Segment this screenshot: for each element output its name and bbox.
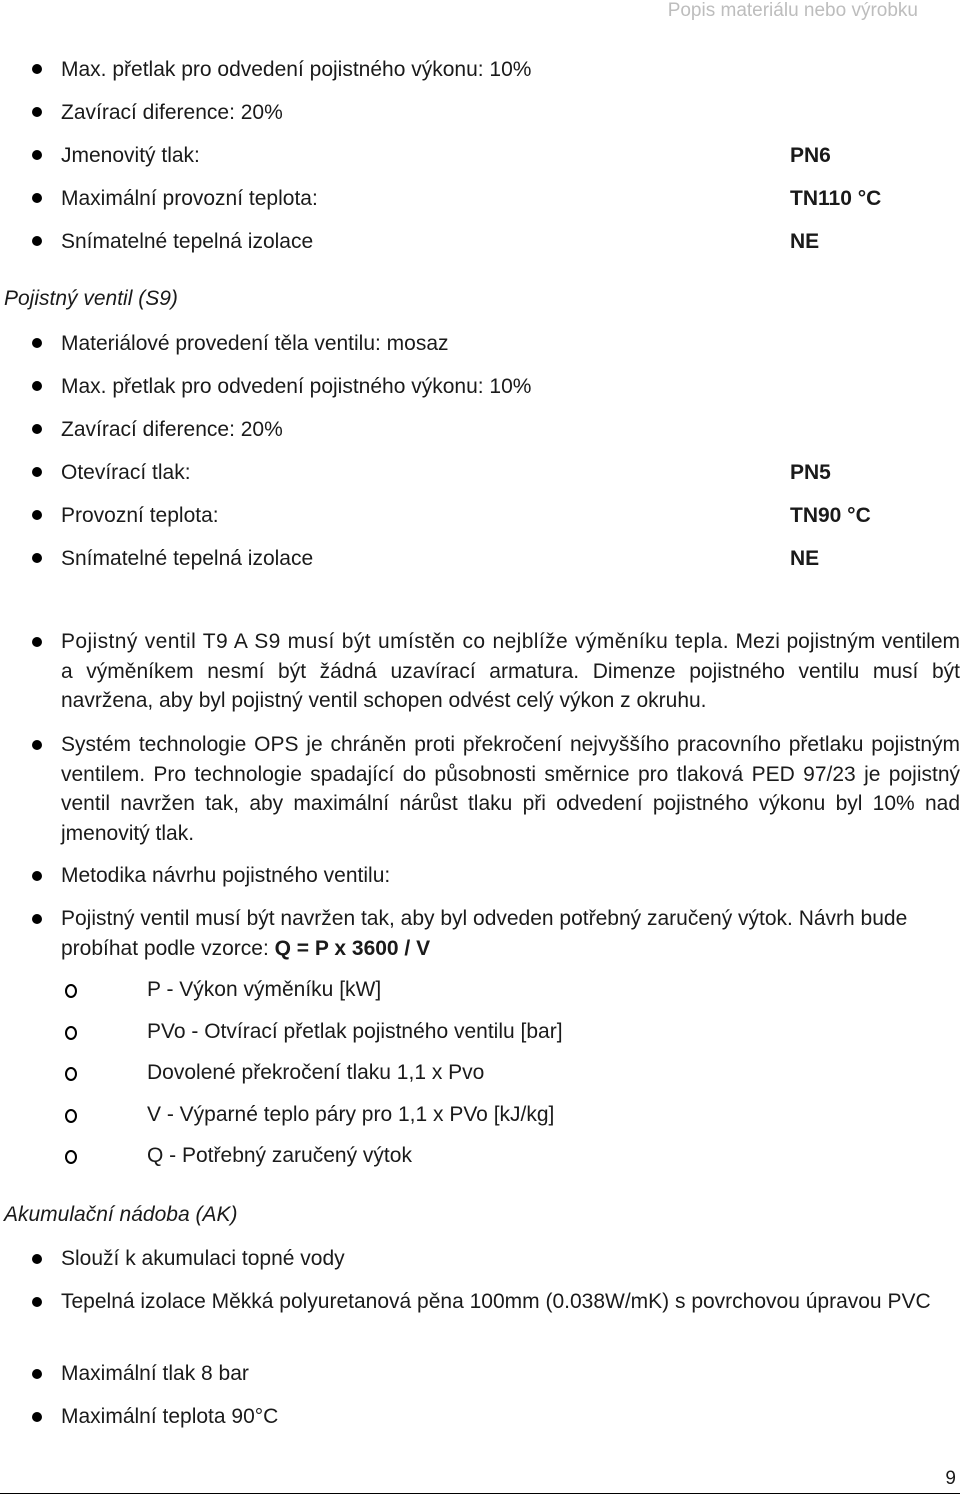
list-item-value: NE [790, 230, 820, 253]
page-header: Popis materiálu nebo výrobku [667, 0, 918, 21]
list-item: Max. přetlak pro odvedení pojistného výkonu: 10% [61, 375, 532, 398]
bullet-icon [32, 236, 42, 246]
paragraph: Tepelná izolace Měkká polyuretanová pěna 100mm (0.038W/mK) s povrchovou úpravou PVC [61, 1290, 931, 1313]
bullet-icon [32, 1412, 42, 1422]
formula: Q = P x 3600 / V [274, 936, 431, 960]
list-item: Max. přetlak pro odvedení pojistného výkonu: 10% [61, 58, 532, 81]
list-item: Materiálové provedení těla ventilu: mosaz [61, 332, 449, 355]
bullet-icon [32, 510, 42, 520]
section-heading: Akumulační nádoba (AK) [4, 1203, 238, 1226]
bullet-icon [32, 64, 42, 74]
bullet-icon [32, 107, 42, 117]
section-heading: Pojistný ventil (S9) [4, 287, 178, 310]
list-item-value: TN90 °C [790, 504, 871, 527]
paragraph [61, 627, 960, 716]
bullet-icon [32, 637, 42, 647]
list-item: Metodika návrhu pojistného ventilu: [61, 864, 391, 887]
list-item: Zavírací diference: 20% [61, 418, 283, 441]
list-item-value: PN5 [790, 461, 831, 484]
list-item-value: TN110 °C [790, 187, 882, 210]
list-item-value: PN6 [790, 144, 831, 167]
paragraph-sentence: Systém technologie OPS je chráněn proti překročení nejvyššího pracovního přetlaku pojistným ventilem. [61, 733, 960, 786]
bullet-icon [32, 1297, 42, 1307]
list-item: Otevírací tlak: [61, 461, 191, 484]
bullet-icon [32, 193, 42, 203]
paragraph-sentence: Pro technologie spadající do působnosti směrnice pro tlaková PED 97/23 je pojistný ventil navržen tak, aby maximální nárůst tlaku při odvedení pojistného výkonu byl 10% nad jmenovitý tlak. [61, 762, 960, 845]
list-item: P - Výkon výměníku [kW] [147, 978, 382, 1001]
list-item: Jmenovitý tlak: [61, 144, 200, 167]
paragraph [61, 904, 960, 963]
paragraph-sentence: Pojistný ventil musí být navržen tak, aby byl odveden potřebný zaručený výtok. Návrh bude probíhat podle vzorce: [61, 907, 908, 960]
list-item: Maximální provozní teplota: [61, 187, 318, 210]
list-item: V - Výparné teplo páry pro 1,1 x PVo [kJ/kg] [147, 1103, 555, 1126]
list-item: Maximální teplota 90°C [61, 1405, 279, 1428]
list-item: Dovolené překročení tlaku 1,1 x Pvo [147, 1061, 485, 1084]
bullet-icon [32, 381, 42, 391]
bullet-icon [32, 467, 42, 477]
bullet-icon [32, 1369, 42, 1379]
list-item: Q - Potřebný zaručený výtok [147, 1144, 412, 1167]
circle-bullet-icon [65, 1067, 77, 1081]
paragraph-sentence: Mezi pojistným ventilem a výměníkem nesmí být žádná uzavírací armatura. [61, 630, 960, 683]
list-item: Snímatelné tepelná izolace [61, 230, 314, 253]
list-item: Maximální tlak 8 bar [61, 1362, 249, 1385]
bullet-icon [32, 150, 42, 160]
list-item: PVo - Otvírací přetlak pojistného ventilu [bar] [147, 1020, 563, 1043]
circle-bullet-icon [65, 1150, 77, 1164]
bullet-icon [32, 1254, 42, 1264]
circle-bullet-icon [65, 1026, 77, 1040]
list-item: Slouží k akumulaci topné vody [61, 1247, 345, 1270]
bullet-icon [32, 914, 42, 924]
paragraph-sentence: Pojistný ventil T9 A S9 musí být umístěn co nejblíže výměníku tepla. [61, 630, 729, 653]
paragraph [61, 730, 960, 848]
bullet-icon [32, 871, 42, 881]
page-number: 9 [945, 1468, 956, 1489]
paragraph-sentence: Dimenze pojistného ventilu musí být navržena, aby byl pojistný ventil schopen odvést celý výkon z okruhu. [61, 659, 960, 712]
circle-bullet-icon [65, 1109, 77, 1123]
list-item: Zavírací diference: 20% [61, 101, 283, 124]
list-item: Snímatelné tepelná izolace [61, 547, 314, 570]
footer-rule [0, 1493, 960, 1494]
bullet-icon [32, 424, 42, 434]
bullet-icon [32, 740, 42, 750]
list-item-value: NE [790, 547, 820, 570]
list-item: Provozní teplota: [61, 504, 219, 527]
circle-bullet-icon [65, 984, 77, 998]
bullet-icon [32, 338, 42, 348]
bullet-icon [32, 553, 42, 563]
